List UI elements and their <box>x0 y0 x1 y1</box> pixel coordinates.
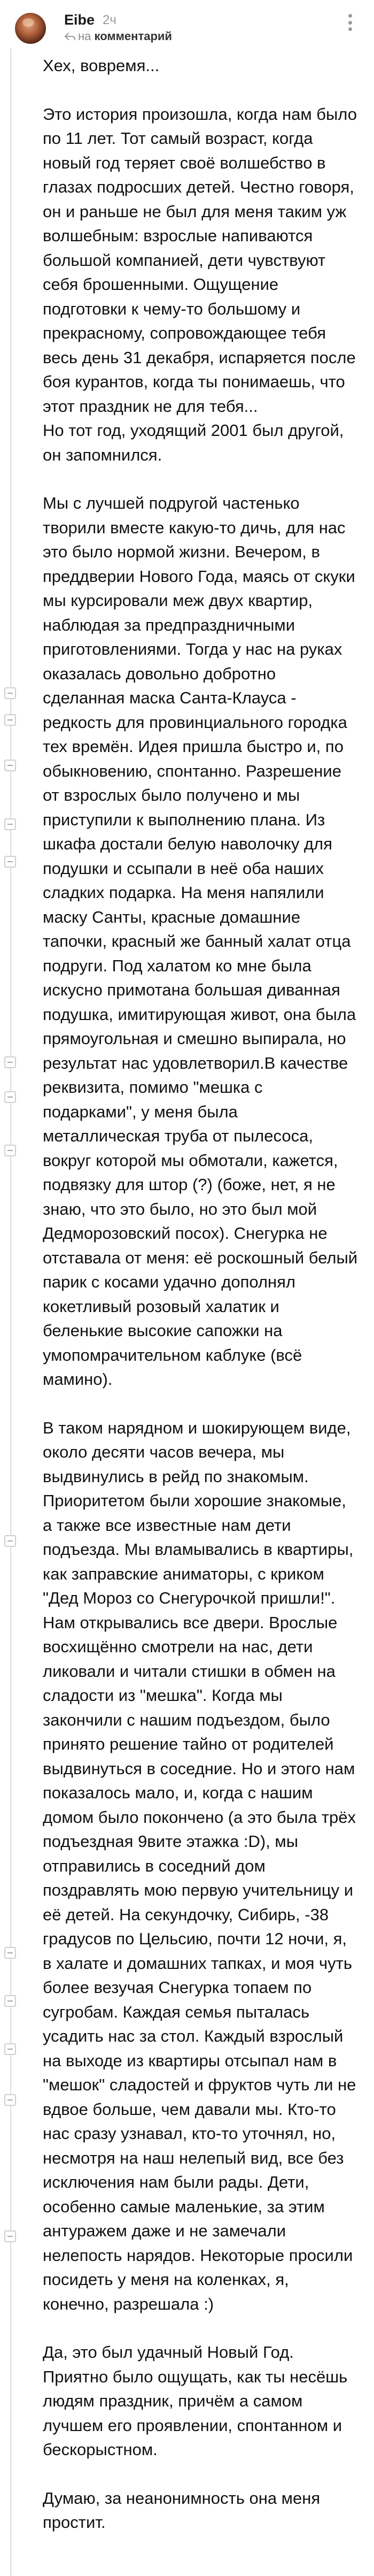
collapse-branch-icon[interactable] <box>4 1535 16 1547</box>
comment-paragraph: Да, это был удачный Новый Год. Приятно было ощущать, как ты несёшь людям праздник, причём а самом лучшем его проявлении, спонтанном и бескорыстном. <box>43 2343 352 2459</box>
collapse-branch-icon[interactable] <box>4 687 16 699</box>
collapse-branch-icon[interactable] <box>4 856 16 868</box>
avatar[interactable] <box>15 13 46 44</box>
collapse-branch-icon[interactable] <box>4 1145 16 1156</box>
comment-header <box>0 0 374 48</box>
reply-line[interactable] <box>64 29 172 43</box>
comment-paragraph: Хех, вовремя... <box>43 56 160 75</box>
dot <box>348 21 352 25</box>
comment-paragraph: В таком нарядном и шокирующем виде, около десяти часов вечера, мы выдвинулись в рейд по знакомым. Приоритетом были хорошие знакомые, а также все известные нам дети подъезда. Мы вламывались в квартиры, как заправские аниматоры, с криком "Дед Мороз со Снегурочкой пришли!". Нам открывались все двери. Врослые восхищённо смотрели на нас, дети ликовали и читали стишки в обмен на сладости из "мешка". Когда мы закончили с нашим подъездом, было принято решение тайно от родителей выдвинуться в соседние. Но и этого нам показалось мало, и, когда с нашим домом было покончено (а это была трёх подъездная 9вите этажка :D), мы отправились в соседний дом поздравлять мою первую учительницу и её детей. На секундочку, Сибирь, -38 градусов по Цельсию, почти 12 ночи, я, в халате и домашних тапках, и моя чуть более везучая Снегурка топаем по сугробам. Каждая семья пыталась усадить нас за стол. Каждый взрослый на выходе из квартиры отсыпал нам в "мешок" сладостей и фруктов чуть ли не вдвое больше, чем давали мы. Кто-то нас сразу узнавал, кто-то уточнял, но, несмотря на наш нелепый вид, все без исключения нам были рады. Дети, особенно самые маленькие, за этим антуражем даже и не замечали нелепость нарядов. Некоторые просили посидеть у меня на коленках, я, конечно, разрешала :) <box>43 1418 361 2313</box>
comment-body <box>43 53 362 2559</box>
collapse-branch-icon[interactable] <box>4 2094 16 2106</box>
collapse-branch-icon[interactable] <box>4 818 16 830</box>
collapse-branch-icon[interactable] <box>4 1091 16 1103</box>
more-options-icon[interactable] <box>342 12 358 33</box>
reply-arrow-icon <box>64 32 76 41</box>
dot <box>348 27 352 31</box>
collapse-branch-icon[interactable] <box>4 714 16 726</box>
collapse-branch-icon[interactable] <box>4 2230 16 2242</box>
reply-target-link[interactable]: комментарий <box>94 29 172 43</box>
comment-author[interactable]: Eibe <box>64 12 95 28</box>
collapse-branch-icon[interactable] <box>4 1995 16 2007</box>
dot <box>348 14 352 18</box>
thread-rail[interactable] <box>0 48 21 2576</box>
collapse-branch-icon[interactable] <box>4 2043 16 2055</box>
comment-paragraph: Это история произошла, когда нам было по 11 лет. Тот самый возраст, когда новый год теряет своё волшебство в глазах подросших детей. Честно говоря, он и раньше не был для меня таким уж волшебным: взрослые напиваются большой компанией, дети чувствуют себя брошенными. Ощущение подготовки к чему-то большому и прекрасному, сопровождающее тебя весь день 31 декабря, испаряется после боя курантов, когда ты понимаешь, что этот праздник не для тебя... Но тот год, уходящий 2001 был другой, он запомнился. <box>43 104 357 464</box>
avatar-image <box>22 18 34 27</box>
comment-time: 2ч <box>103 13 116 27</box>
collapse-branch-icon[interactable] <box>4 1056 16 1068</box>
comment-paragraph: Думаю, за неанонимность она меня простит. <box>43 2488 325 2532</box>
collapse-branch-icon[interactable] <box>4 760 16 771</box>
thread-line[interactable] <box>10 48 11 2576</box>
reply-prefix: на <box>78 29 91 43</box>
comment-paragraph: Мы с лучшей подругой частенько творили вместе какую-то дичь, для нас это было нормой жизни. Вечером, в преддверии Нового Года, маясь от скуки мы курсировали меж двух квартир, наблюдая за предпраздничными приготовлениями. Тогда у нас на руках оказалась довольно добротно сделанная маска Санта-Клауса - редкость для провинциального городка тех времён. Идея пришла быстро и, по обыкновению, спонтанно. Разрешение от взрослых было получено и мы приступили к выполнению плана. Из шкафа достали белую наволочку для подушки и ссыпали в неё оба наших сладких подарка. На меня напялили маску Санты, красные домашние тапочки, красный же банный халат отца подруги. Под халатом ко мне была искусно примотана большая диванная подушка, имитирующая живот, она была прямоугольная и смешно выпирала, но результат нас удовлетворил.В качестве реквизита, помимо "мешка с подарками", у меня была металлическая труба от пылесоса, вокруг которой мы обмотали, кажется, подвязку для штор (?) (боже, нет, я не знаю, что это было, но это был мой Дедморозовский посох). Снегурка не отставала от меня: её роскошный белый парик с косами удачно дополнял кокетливый розовый халатик и беленькие высокие сапожки на умопомрачительном каблуке (всё мамино). <box>43 494 362 1389</box>
collapse-branch-icon[interactable] <box>4 1947 16 1959</box>
